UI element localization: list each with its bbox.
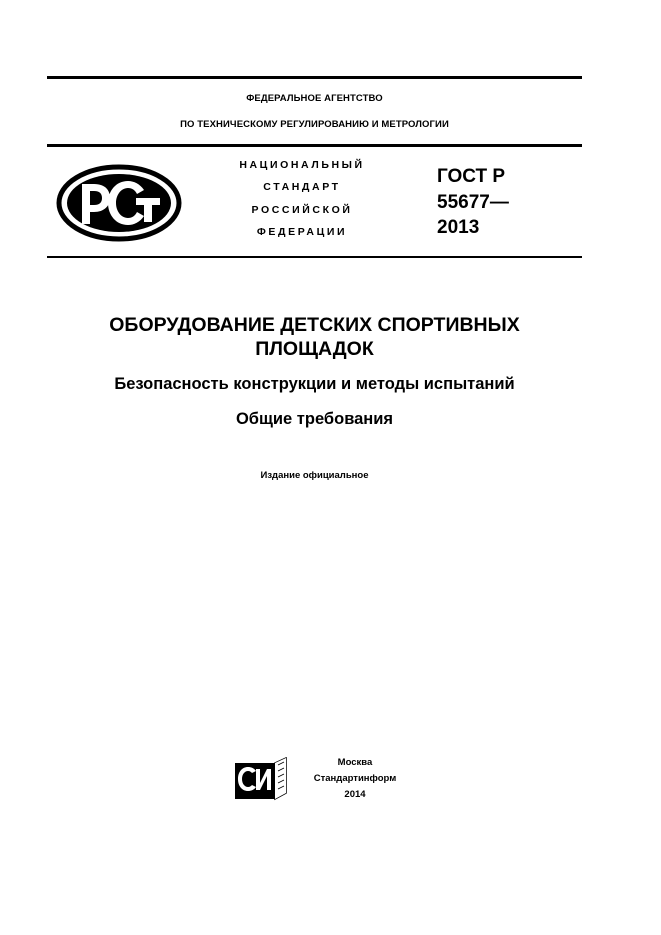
designation-line-1: ГОСТ Р <box>437 166 506 187</box>
publisher-name: Стандартинформ <box>313 773 397 784</box>
standard-label-line-3: РОССИЙСКОЙ <box>251 204 353 216</box>
standard-label-line-2: СТАНДАРТ <box>263 181 341 193</box>
rst-certification-mark-icon <box>56 164 182 242</box>
document-title-line-1: ОБОРУДОВАНИЕ ДЕТСКИХ СПОРТИВНЫХ <box>109 314 520 336</box>
designation-line-3: 2013 <box>437 217 480 238</box>
standartinform-logo-icon <box>234 757 288 801</box>
document-subtitle-1: Безопасность конструкции и методы испытаний <box>114 375 515 393</box>
designation-line-2: 55677— <box>437 192 509 213</box>
agency-line-1: ФЕДЕРАЛЬНОЕ АГЕНТСТВО <box>246 93 383 104</box>
standard-label-line-1: НАЦИОНАЛЬНЫЙ <box>239 159 365 171</box>
top-rule <box>47 76 582 79</box>
header-top-rule <box>47 144 582 147</box>
document-title-line-2: ПЛОЩАДОК <box>255 338 374 360</box>
standard-label-line-4: ФЕДЕРАЦИИ <box>256 226 348 238</box>
agency-line-2: ПО ТЕХНИЧЕСКОМУ РЕГУЛИРОВАНИЮ И МЕТРОЛОГИИ <box>180 119 449 130</box>
publisher-year: 2014 <box>344 789 366 800</box>
publisher-city: Москва <box>337 757 373 768</box>
header-bottom-rule <box>47 256 582 258</box>
document-subtitle-2: Общие требования <box>235 410 394 428</box>
edition-label: Издание официальное <box>260 470 369 481</box>
